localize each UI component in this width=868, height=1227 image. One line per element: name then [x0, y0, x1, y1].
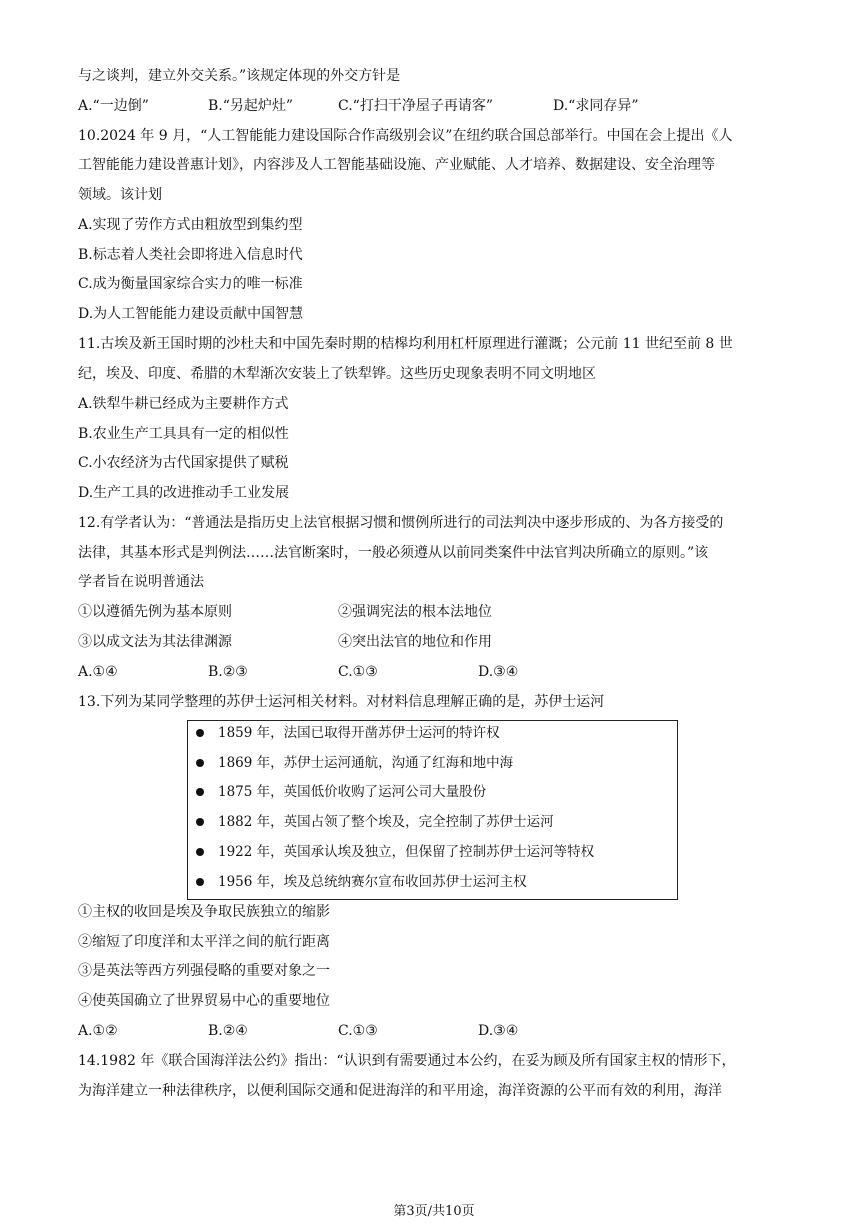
q13-statement-1: ①主权的收回是埃及争取民族独立的缩影: [78, 904, 330, 920]
q13-statement-4: ④使英国确立了世界贸易中心的重要地位: [78, 993, 330, 1009]
q11-stem-line-1: 11.古埃及新王国时期的沙杜夫和中国先秦时期的桔槔均利用杠杆原理进行灌溉；公元前 11 世纪至前 8 世: [78, 336, 733, 352]
bullet-icon: [196, 729, 204, 737]
timeline-item-text: 1869 年，苏伊士运河通航，沟通了红海和地中海: [218, 755, 514, 771]
q12-option-c: C.①③: [338, 664, 378, 680]
timeline-item: [196, 782, 486, 802]
q13-stem-line: 13.下列为某同学整理的苏伊士运河相关材料。对材料信息理解正确的是，苏伊士运河: [78, 694, 605, 710]
timeline-item: [196, 872, 527, 892]
q12-stem-line-2: 法律，其基本形式是判例法……法官断案时，一般必须遵从以前同类案件中法官判决所确立的原则。”该: [78, 545, 709, 561]
q10-option-d: D.为人工智能能力建设贡献中国智慧: [78, 306, 304, 322]
q12-statement-2: ②强调宪法的根本法地位: [338, 604, 492, 620]
q12-statement-1: ①以遵循先例为基本原则: [78, 604, 232, 620]
timeline-item-text: 1922 年，英国承认埃及独立，但保留了控制苏伊士运河等特权: [218, 844, 595, 860]
bullet-icon: [196, 878, 204, 886]
q9-option-c: C.“打扫干净屋子再请客”: [338, 98, 493, 114]
q10-option-b: B.标志着人类社会即将进入信息时代: [78, 247, 303, 263]
q14-stem-line-2: 为海洋建立一种法律秩序，以便利国际交通和促进海洋的和平用途，海洋资源的公平而有效的利用，海洋: [78, 1083, 722, 1099]
q11-option-c: C.小农经济为古代国家提供了赋税: [78, 455, 289, 471]
timeline-item: [196, 723, 500, 743]
q13-option-c: C.①③: [338, 1023, 378, 1039]
q13-statement-3: ③是英法等西方列强侵略的重要对象之一: [78, 963, 330, 979]
q11-option-b: B.农业生产工具具有一定的相似性: [78, 426, 289, 442]
q9-option-d: D.“求同存异”: [553, 98, 639, 114]
timeline-item: [196, 753, 513, 773]
q10-stem-line-1: 10.2024 年 9 月，“人工智能能力建设国际合作高级别会议”在纽约联合国总部举行。中国在会上提出《人: [78, 128, 733, 144]
q10-stem-line-2: 工智能能力建设普惠计划》，内容涉及人工智能基础设施、产业赋能、人才培养、数据建设、安全治理等: [78, 157, 715, 173]
q12-statement-3: ③以成文法为其法律渊源: [78, 634, 232, 650]
timeline-item: [196, 812, 554, 832]
q10-option-a: A.实现了劳作方式由粗放型到集约型: [78, 217, 303, 233]
q12-statement-4: ④突出法官的地位和作用: [338, 634, 492, 650]
page-number: 第3页/共10页: [393, 1204, 475, 1219]
timeline-item-text: 1875 年，英国低价收购了运河公司大量股份: [218, 784, 487, 800]
q10-option-c: C.成为衡量国家综合实力的唯一标准: [78, 276, 303, 292]
suez-canal-timeline-box: [187, 720, 678, 900]
q12-option-a: A.①④: [78, 664, 118, 680]
q9-stem-line: 与之谈判，建立外交关系。”该规定体现的外交方针是: [78, 68, 401, 84]
timeline-item: [196, 842, 594, 862]
q9-option-b: B.“另起炉灶”: [208, 98, 294, 114]
q12-stem-line-3: 学者旨在说明普通法: [78, 574, 204, 590]
bullet-icon: [196, 848, 204, 856]
q11-stem-line-2: 纪，埃及、印度、希腊的木犁渐次安装上了铁犁铧。这些历史现象表明不同文明地区: [78, 366, 596, 382]
q13-option-a: A.①②: [78, 1023, 118, 1039]
timeline-item-text: 1882 年，英国占领了整个埃及，完全控制了苏伊士运河: [218, 814, 554, 830]
q13-option-b: B.②④: [208, 1023, 248, 1039]
bullet-icon: [196, 788, 204, 796]
q11-option-d: D.生产工具的改进推动手工业发展: [78, 485, 290, 501]
q14-stem-line-1: 14.1982 年《联合国海洋法公约》指出：“认识到有需要通过本公约，在妥为顾及所有国家主权的情形下，: [78, 1053, 736, 1069]
q12-option-b: B.②③: [208, 664, 248, 680]
q11-option-a: A.铁犁牛耕已经成为主要耕作方式: [78, 396, 289, 412]
q12-option-d: D.③④: [478, 664, 519, 680]
bullet-icon: [196, 818, 204, 826]
q10-stem-line-3: 领域。该计划: [78, 187, 162, 203]
q12-stem-line-1: 12.有学者认为：“普通法是指历史上法官根据习惯和惯例所进行的司法判决中逐步形成的、为各方接受的: [78, 515, 724, 531]
timeline-item-text: 1859 年，法国已取得开凿苏伊士运河的特许权: [218, 725, 500, 741]
q9-option-a: A.“一边倒”: [78, 98, 149, 114]
q13-statement-2: ②缩短了印度洋和太平洋之间的航行距离: [78, 934, 330, 950]
bullet-icon: [196, 759, 204, 767]
timeline-item-text: 1956 年，埃及总统纳赛尔宣布收回苏伊士运河主权: [218, 874, 527, 890]
q13-option-d: D.③④: [478, 1023, 519, 1039]
